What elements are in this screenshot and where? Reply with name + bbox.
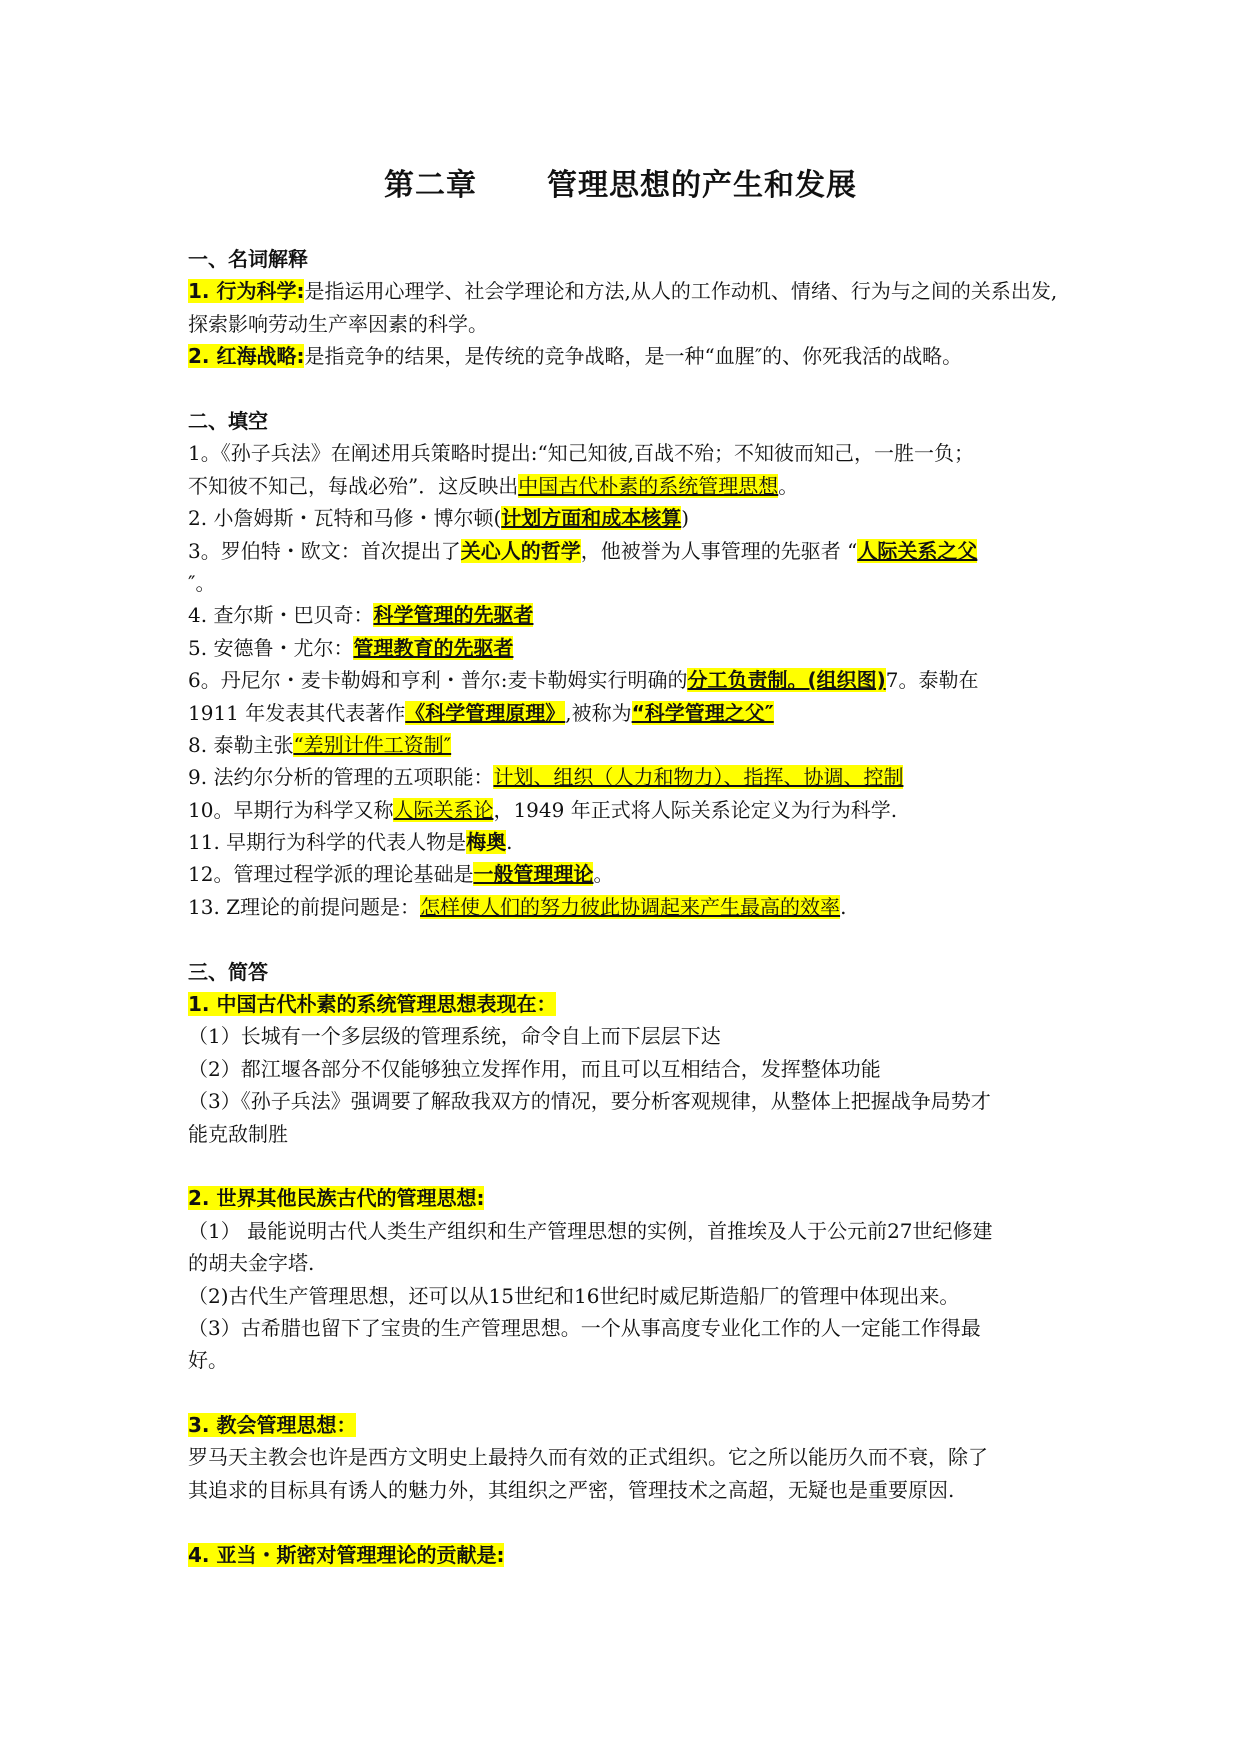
definition-text: 是指竞争的结果，是传统的竞争战略，是一种“血腥″的、你死我活的战略。 xyxy=(304,344,963,369)
document-body xyxy=(188,243,1066,1571)
section-heading-definitions: 一、名词解释 xyxy=(188,247,308,271)
fill-item-8 xyxy=(188,729,1066,761)
chapter-title: 管理思想的产生和发展 xyxy=(547,168,857,203)
answer-highlight: 计划、组织（人力和物力）、指挥、协调、控制 xyxy=(493,765,904,790)
fill-item-12 xyxy=(188,858,1066,890)
answer-title-3 xyxy=(188,1409,1066,1441)
answer-title-text: 4. 亚当・斯密对管理理论的贡献是: xyxy=(188,1542,505,1567)
answer-highlight: 人际关系论 xyxy=(393,797,494,822)
question-text: ″。 xyxy=(188,570,216,595)
fill-item-7 xyxy=(188,697,1066,729)
answer-highlight: 梅奥 xyxy=(466,830,507,855)
answer-line: （1） 最能说明古代人类生产组织和生产管理思想的实例，首推埃及人于公元前27世纪修建 xyxy=(188,1218,993,1243)
question-text: 10。早期行为科学又称 xyxy=(188,797,394,822)
question-text: 。 xyxy=(593,862,614,887)
answer-highlight: 《科学管理原理》 xyxy=(405,700,566,725)
answer-highlight: 计划方面和成本核算 xyxy=(501,506,682,531)
page-title xyxy=(0,160,1241,204)
answer-highlight: “差别计件工资制″ xyxy=(293,732,452,757)
question-text: . xyxy=(506,830,513,855)
fill-item-9 xyxy=(188,761,1066,793)
answer-title-text: 2. 世界其他民族古代的管理思想: xyxy=(188,1186,485,1211)
definition-item xyxy=(188,340,1066,372)
question-text: 5. 安德鲁・尤尔： xyxy=(188,635,354,660)
fill-item-3-cont xyxy=(188,567,1066,599)
answer-line: 好。 xyxy=(188,1348,228,1373)
definition-term: 2. 红海战略: xyxy=(188,344,305,369)
section-heading-short-answer: 三、简答 xyxy=(188,959,268,984)
answer-title-4 xyxy=(188,1539,1066,1571)
answer-highlight: “科学管理之父″ xyxy=(631,700,774,725)
question-text: 13. Z理论的前提问题是： xyxy=(188,894,421,919)
question-text: 11. 早期行为科学的代表人物是 xyxy=(188,830,467,855)
answer-title-1 xyxy=(188,988,1066,1020)
answer-line: 其追求的目标具有诱人的魅力外，其组织之严密，管理技术之高超，无疑也是重要原因. xyxy=(188,1477,955,1502)
question-text: . xyxy=(840,894,847,919)
question-text: 1911 年发表其代表著作 xyxy=(188,700,406,725)
answer-highlight: 分工负责制。(组织图) xyxy=(687,668,886,693)
answer-line: 能克敌制胜 xyxy=(188,1121,288,1146)
answer-title-text: 1. 中国古代朴素的系统管理思想表现在： xyxy=(188,992,557,1017)
answer-highlight: 一般管理理论 xyxy=(473,862,594,887)
question-text: ,被称为 xyxy=(565,700,632,725)
question-text: 6。丹尼尔・麦卡勒姆和亨利・普尔:麦卡勒姆实行明确的 xyxy=(188,668,688,693)
answer-highlight: 管理教育的先驱者 xyxy=(353,635,514,660)
question-text: ) xyxy=(681,506,690,531)
answer-title-2 xyxy=(188,1182,1066,1214)
question-text: 1。《孙子兵法》在阐述用兵策略时提出:“知己知彼,百战不殆；不知彼而知己，一胜一负； xyxy=(188,441,975,466)
answer-line: （3）古希腊也留下了宝贵的生产管理思想。一个从事高度专业化工作的人一定能工作得最 xyxy=(188,1315,981,1340)
question-text: 。 xyxy=(778,473,799,498)
question-text: 4. 查尔斯・巴贝奇： xyxy=(188,603,374,628)
answer-highlight: 怎样使人们的努力彼此协调起来产生最高的效率 xyxy=(420,894,841,919)
answer-line: 罗马天主教会也许是西方文明史上最持久而有效的正式组织。它之所以能历久而不衰，除了 xyxy=(188,1445,988,1470)
answer-line: （1）长城有一个多层级的管理系统，命令自上而下层层下达 xyxy=(188,1024,721,1049)
section-heading-fill-blank: 二、填空 xyxy=(188,408,268,433)
answer-highlight: 科学管理的先驱者 xyxy=(373,603,534,628)
fill-item-2 xyxy=(188,502,1066,534)
answer-line: （3）《孙子兵法》强调要了解敌我双方的情况，要分析客观规律，从整体上把握战争局势才 xyxy=(188,1089,991,1114)
fill-item-10 xyxy=(188,794,1066,826)
answer-title-text: 3. 教会管理思想： xyxy=(188,1413,357,1438)
fill-item-6 xyxy=(188,664,1066,696)
answer-highlight: 人际关系之父 xyxy=(857,538,978,563)
fill-item-5 xyxy=(188,632,1066,664)
answer-highlight: 中国古代朴素的系统管理思想 xyxy=(518,473,779,498)
question-text: 8. 泰勒主张 xyxy=(188,732,294,757)
fill-item-13 xyxy=(188,891,1066,923)
definition-text: 是指运用心理学、社会学理论和方法,从人的工作动机、情绪、行为与之间的关系出发,探索影响劳动生产率因素的科学。 xyxy=(188,279,1058,336)
fill-item-3 xyxy=(188,535,1066,567)
question-text: ，他被誉为人事管理的先驱者 “ xyxy=(580,538,858,563)
answer-line: （2)古代生产管理思想，还可以从15世纪和16世纪时威尼斯造船厂的管理中体现出来。 xyxy=(188,1283,960,1308)
answer-line: （2）都江堰各部分不仅能够独立发挥作用，而且可以互相结合，发挥整体功能 xyxy=(188,1056,881,1081)
answer-highlight: 关心人的哲学 xyxy=(460,538,581,563)
fill-item-1-cont xyxy=(188,470,1066,502)
answer-line: 的胡夫金字塔. xyxy=(188,1251,315,1276)
fill-item-1 xyxy=(188,437,1066,469)
chapter-number: 第二章 xyxy=(384,168,477,203)
question-text: 7。泰勒在 xyxy=(885,668,979,693)
question-text: 12。管理过程学派的理论基础是 xyxy=(188,862,474,887)
fill-item-11 xyxy=(188,826,1066,858)
definition-term: 1. 行为科学: xyxy=(188,279,305,304)
definition-item xyxy=(188,275,1066,340)
question-text: 3。罗伯特・欧文：首次提出了 xyxy=(188,538,461,563)
question-text: 9. 法约尔分析的管理的五项职能： xyxy=(188,765,494,790)
question-text: 2. 小詹姆斯・瓦特和马修・博尔顿( xyxy=(188,506,502,531)
question-text: 不知彼不知己，每战必殆”．这反映出 xyxy=(188,473,519,498)
fill-item-4 xyxy=(188,599,1066,631)
question-text: ，1949 年正式将人际关系论定义为行为科学. xyxy=(493,797,898,822)
